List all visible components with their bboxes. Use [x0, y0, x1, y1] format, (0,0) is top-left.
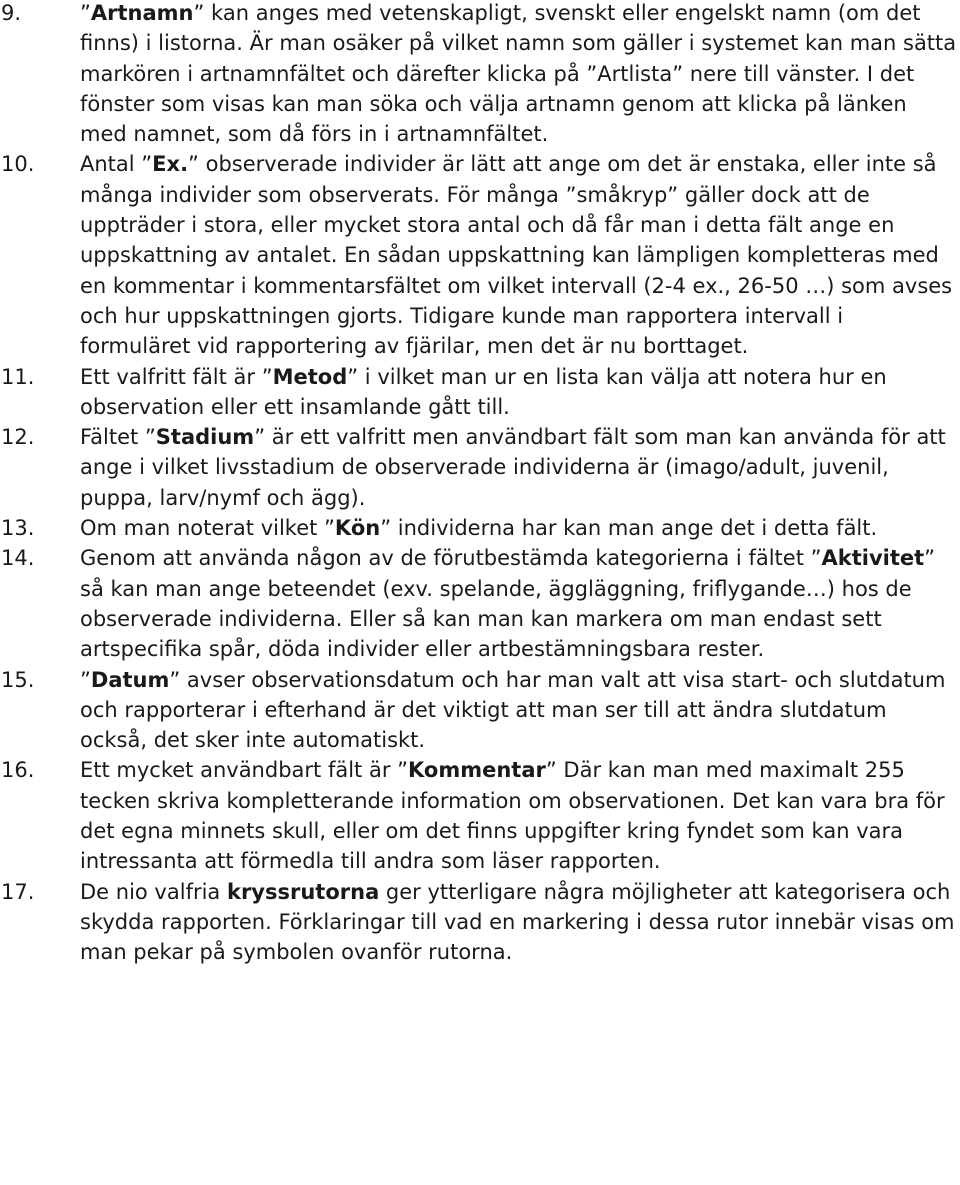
list-item	[0, 755, 960, 876]
field-name: Kön	[334, 516, 381, 541]
text-run: ” observerade individer är lätt att ange om det är enstaka, eller inte så många individer som observerats. För många ”småkryp” gäller dock att de uppträder i stora, eller mycket stora antal och då får man i detta fält ange en uppskattning av antalet. En sådan uppskattning kan lämpligen kompletteras med en kommentar i kommentarsfältet om vilket intervall (2-4 ex., 26-50 …) som avses och hur uppskattningen gjorts. Tidigare kunde man rapportera intervall i formuläret vid rapportering av fjärilar, men det är nu borttaget.	[80, 152, 953, 359]
item-text	[80, 543, 960, 664]
text-run: ” avser observationsdatum och har man valt att visa start- och slutdatum och rapporterar i efterhand är det viktigt att man ser till att ändra slutdatum också, det sker inte automatiskt.	[80, 667, 946, 753]
text-run: ” individerna har kan man ange det i detta fält.	[380, 516, 878, 541]
list-item	[0, 0, 960, 149]
text-run: Ett valfritt fält är ”	[80, 364, 273, 389]
text-run: Om man noterat vilket ”	[80, 516, 335, 541]
item-number: 16.	[1, 758, 35, 783]
field-name: Datum	[90, 667, 170, 692]
list-item	[0, 877, 960, 968]
list-item	[0, 149, 960, 361]
text-run: ” är ett valfritt men användbart fält som man kan använda för att ange i vilket livsstadium de observerade individerna är (imago/adult, juvenil, puppa, larv/nymf och ägg).	[80, 425, 946, 510]
text-run: ”	[80, 667, 91, 692]
text-run: Antal ”	[80, 152, 153, 177]
text-run: ” så kan man ange beteendet (exv. spelande, äggläggning, friflygande…) hos de observerade individerna. Eller så kan man kan markera om man endast sett artspecifika spår, döda individer eller artbestämningsbara rester.	[80, 546, 936, 662]
field-name: kryssrutorna	[226, 879, 380, 904]
text-run: ”	[80, 1, 91, 25]
text-run: ” kan anges med vetenskapligt, svenskt eller engelskt namn (om det finns) i listorna. Är man osäker på vilket namn som gäller i systemet kan man sätta markören i artnamnfältet och därefter klicka på ”Artlista” nere till vänster. I det fönster som visas kan man söka och välja artnamn genom att klicka på länken med namnet, som då förs in i artnamnfältet.	[80, 1, 957, 147]
field-name: Aktivitet	[821, 546, 925, 571]
text-run: Fältet ”	[80, 425, 156, 450]
text-run: Genom att använda någon av de förutbestämda kategorierna i fältet ”	[80, 546, 822, 571]
item-text	[80, 665, 960, 756]
item-number: 15.	[1, 667, 35, 692]
item-text	[80, 149, 960, 361]
item-number: 11.	[1, 364, 35, 389]
item-number: 12.	[1, 425, 35, 450]
item-number: 9.	[1, 1, 22, 25]
text-run: ” i vilket man ur en lista kan välja att notera hur en observation eller ett insamlande gått till.	[80, 364, 887, 419]
item-text	[80, 0, 960, 149]
item-text	[80, 362, 960, 423]
list-item	[0, 543, 960, 664]
item-number: 10.	[1, 152, 35, 177]
item-text	[80, 755, 960, 876]
field-name: Stadium	[155, 425, 255, 450]
field-name: Ex.	[152, 152, 189, 177]
item-text	[80, 877, 960, 968]
item-text	[80, 422, 960, 513]
field-name: Metod	[272, 364, 348, 389]
list-item	[0, 362, 960, 423]
item-number: 13.	[1, 516, 35, 541]
field-name: Kommentar	[408, 758, 546, 783]
list-item	[0, 513, 960, 543]
text-run: ger ytterligare några möjligheter att kategorisera och skydda rapporten. Förklaringar till vad en markering i dessa rutor innebär visas om man pekar på symbolen ovanför rutorna.	[80, 879, 955, 965]
item-text	[80, 513, 960, 543]
text-run: Ett mycket användbart fält är ”	[80, 758, 409, 783]
field-name: Artnamn	[90, 1, 194, 25]
item-number: 14.	[1, 546, 35, 571]
list-item	[0, 665, 960, 756]
text-run: ” Där kan man med maximalt 255 tecken skriva kompletterande information om observationen. Det kan vara bra för det egna minnets skull, eller om det finns uppgifter kring fyndet som kan vara intressanta att förmedla till andra som läser rapporten.	[80, 758, 945, 874]
list-item	[0, 422, 960, 513]
text-run: De nio valfria	[80, 879, 227, 904]
item-number: 17.	[1, 879, 35, 904]
